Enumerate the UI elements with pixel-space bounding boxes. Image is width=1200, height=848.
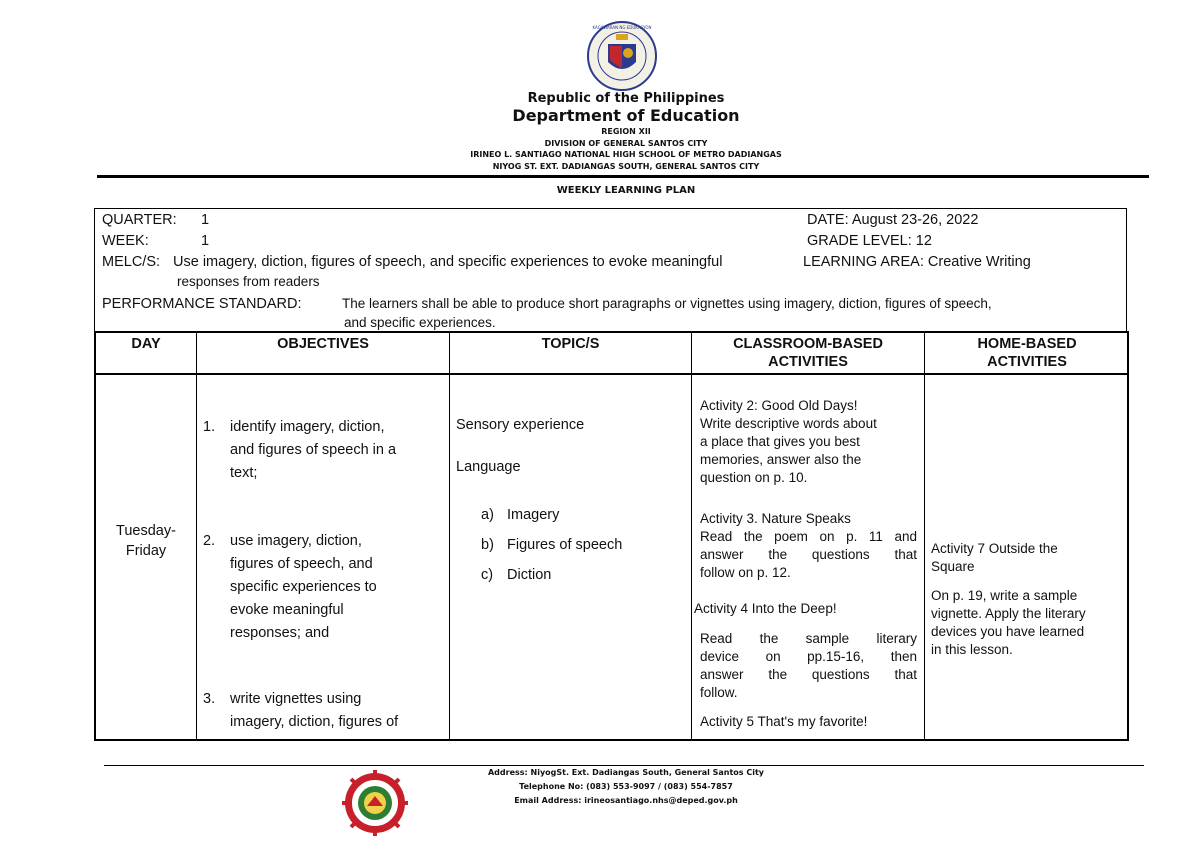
republic-line: Republic of the Philippines <box>527 91 725 106</box>
performance-standard-text: The learners shall be able to produce short paragraphs or vignettes using imagery, diction, figures of speech, <box>342 296 992 311</box>
week-label: WEEK: <box>102 233 149 249</box>
footer-divider <box>104 765 1144 766</box>
week-value: 1 <box>201 233 210 249</box>
region-line: REGION XII <box>601 127 651 136</box>
activity-3-block: Activity 3. Nature Speaks Read the poem on p. 11 and answer the questions that follow on p. 12. <box>700 511 917 580</box>
home-instructions: On p. 19, write a sample vignette. Apply the literary devices you have learned in this lesson. <box>931 588 1086 657</box>
topic-item: c) Diction <box>481 567 552 583</box>
melc-label: MELC/S: <box>102 254 161 270</box>
header-topics: TOPIC/S <box>541 336 600 352</box>
activity-5-title: Activity 5 That's my favorite! <box>700 714 868 729</box>
quarter-value: 1 <box>201 212 210 228</box>
activity-4-title: Activity 4 Into the Deep! <box>694 601 837 616</box>
footer-email: Email Address: irineosantiago.nhs@deped.gov.ph <box>514 796 738 805</box>
activity-4-block: Read the sample literary device on pp.15-16, then answer the questions that follow. <box>700 631 917 700</box>
activity-2-block: Activity 2: Good Old Days! Write descriptive words about a place that gives you best memories, answer also the question on p. 10. <box>700 398 877 485</box>
topic-item: a) Imagery <box>481 507 560 523</box>
topic-sublist <box>481 500 622 590</box>
header-divider <box>97 175 1149 178</box>
header-objectives: OBJECTIVES <box>277 336 369 352</box>
performance-standard-text-cont: and specific experiences. <box>344 315 496 330</box>
learning-area-field: LEARNING AREA: Creative Writing <box>803 254 1031 270</box>
school-logo-icon <box>342 770 408 836</box>
weekly-plan-table <box>94 331 1129 741</box>
footer-address: Address: NiyogSt. Ext. Dadiangas South, General Santos City <box>487 768 764 777</box>
header-classroom-activities: CLASSROOM-BASED ACTIVITIES <box>733 336 883 370</box>
melc-text: Use imagery, diction, figures of speech, and specific experiences to evoke meaningful <box>173 254 723 270</box>
objective-item-2: 2. use imagery, diction, figures of speech, and specific experiences to evoke meaningful responses; and <box>203 533 377 641</box>
svg-text:KAGAWARAN NG EDUKASYON: KAGAWARAN NG EDUKASYON <box>592 25 652 30</box>
grade-level-field: GRADE LEVEL: 12 <box>807 233 932 249</box>
day-cell: Tuesday- Friday <box>116 523 176 559</box>
melc-text-cont: responses from readers <box>177 274 320 289</box>
topic-item: b) Figures of speech <box>481 537 623 553</box>
quarter-label: QUARTER: <box>102 212 177 228</box>
header-home-activities: HOME-BASED ACTIVITIES <box>977 336 1077 370</box>
school-address: NIYOG ST. EXT. DADIANGAS SOUTH, GENERAL SANTOS CITY <box>492 162 760 171</box>
deped-seal-icon <box>586 20 658 92</box>
performance-standard-label: PERFORMANCE STANDARD: <box>102 296 302 312</box>
activity-7-block: Activity 7 Outside the Square <box>931 541 1058 574</box>
topic-language: Language <box>456 459 521 475</box>
document-title: WEEKLY LEARNING PLAN <box>556 185 696 196</box>
topic-sensory: Sensory experience <box>456 417 585 433</box>
objective-item-3: 3. write vignettes using imagery, diction, figures of <box>203 691 399 730</box>
objective-item-1: 1. identify imagery, diction, and figures of speech in a text; <box>203 419 397 481</box>
date-field: DATE: August 23-26, 2022 <box>807 212 979 228</box>
school-name: IRINEO L. SANTIAGO NATIONAL HIGH SCHOOL OF METRO DADIANGAS <box>470 150 782 159</box>
plan-info-box <box>94 208 1127 332</box>
division-line: DIVISION OF GENERAL SANTOS CITY <box>544 139 708 148</box>
footer-telephone: Telephone No: (083) 553-9097 / (083) 554-7857 <box>519 782 733 791</box>
header-day: DAY <box>131 336 161 352</box>
department-title: Department of Education <box>512 106 740 125</box>
